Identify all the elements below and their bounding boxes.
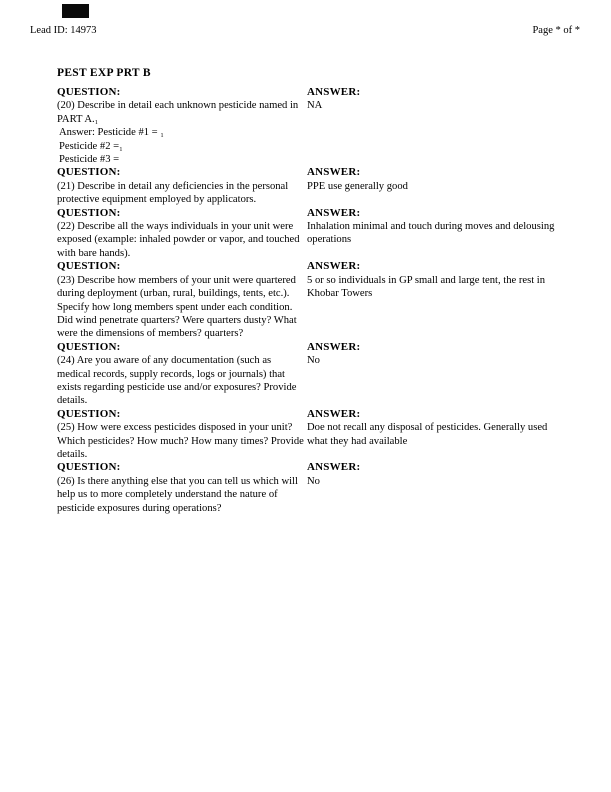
- page-number-label: Page * of *: [532, 25, 580, 36]
- qa-block-25: [57, 408, 567, 462]
- question-label: QUESTION:: [57, 461, 121, 474]
- question-extra-line: Pesticide #2 =₁: [59, 140, 123, 152]
- answer-column: [307, 86, 567, 113]
- question-label: QUESTION:: [57, 206, 121, 219]
- question-text: (20) Describe in detail each unknown pesticide named in PART A.₁: [57, 100, 299, 125]
- answer-column: [307, 207, 567, 247]
- question-label: QUESTION:: [57, 340, 121, 353]
- question-label: QUESTION:: [57, 166, 121, 179]
- question-label: QUESTION:: [57, 407, 121, 420]
- question-text: (26) Is there anything else that you can tell us which will help us to more completely understand the nature of pesticide exposures during operations?: [57, 475, 298, 514]
- answer-label: ANSWER:: [307, 340, 361, 353]
- answer-label: ANSWER:: [307, 461, 361, 474]
- question-extra-line: Pesticide #3 =: [59, 154, 120, 166]
- qa-block-20: [57, 86, 567, 166]
- answer-column: [307, 461, 567, 488]
- question-extra-line: Answer: Pesticide #1 = ₁: [59, 127, 164, 139]
- answer-text: NA: [307, 100, 323, 112]
- document-title: PEST EXP PRT B: [57, 67, 151, 79]
- answer-label: ANSWER:: [307, 166, 361, 179]
- question-text: (24) Are you aware of any documentation (such as medical records, supply records, logs or journals) that exists regarding pesticide use and/or exposures? Provide details.: [57, 355, 297, 407]
- qa-block-23: [57, 260, 567, 340]
- answer-column: [307, 341, 567, 368]
- scan-artifact-mark: [62, 4, 89, 18]
- answer-column: [307, 260, 567, 300]
- answer-label: ANSWER:: [307, 260, 361, 273]
- answer-text: No: [307, 355, 320, 367]
- question-text: (21) Describe in detail any deficiencies in the personal protective equipment employed by applicators.: [57, 180, 289, 206]
- answer-text: Inhalation minimal and touch during moves and delousing operations: [307, 221, 555, 246]
- answer-text: 5 or so individuals in GP small and large tent, the rest in Khobar Towers: [307, 274, 546, 300]
- question-text: (23) Describe how members of your unit were quartered during deployment (urban, rural, buildings, tents, etc.). Specify how long members spent under each condition. Did wind penetrate quarters? Were quarters dusty? What were the dimensions of members? quarters?: [57, 274, 297, 340]
- question-column: [57, 166, 305, 206]
- document-body: [57, 67, 567, 515]
- lead-id-label: Lead ID: 14973: [30, 25, 97, 36]
- qa-block-26: [57, 461, 567, 515]
- answer-text: PPE use generally good: [307, 180, 408, 192]
- qa-block-21: [57, 166, 567, 206]
- answer-column: [307, 408, 567, 448]
- question-column: [57, 461, 305, 515]
- answer-text: Doe not recall any disposal of pesticides. Generally used what they had available: [307, 422, 548, 447]
- qa-block-22: [57, 207, 567, 261]
- question-column: [57, 408, 305, 462]
- question-label: QUESTION:: [57, 86, 121, 98]
- answer-text: No: [307, 475, 320, 487]
- question-column: [57, 207, 305, 261]
- question-text: (22) Describe all the ways individuals in your unit were exposed (example: inhaled powder or vapor, and touched with bare hands).: [57, 221, 300, 259]
- question-text: (25) How were excess pesticides disposed in your unit? Which pesticides? How much? How many times? Provide details.: [57, 422, 304, 460]
- question-column: [57, 260, 305, 340]
- question-label: QUESTION:: [57, 260, 121, 273]
- answer-label: ANSWER:: [307, 407, 361, 420]
- answer-label: ANSWER:: [307, 206, 361, 219]
- answer-label: ANSWER:: [307, 86, 361, 98]
- question-column: [57, 341, 305, 408]
- page-header: [30, 25, 580, 37]
- question-column: [57, 86, 305, 166]
- qa-block-24: [57, 341, 567, 408]
- answer-column: [307, 166, 567, 193]
